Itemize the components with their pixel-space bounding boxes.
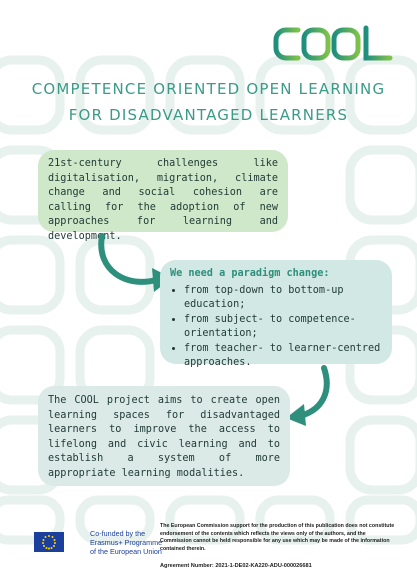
list-item: • from teacher- to learner-centred approaches. — [184, 342, 382, 371]
project-aim-box — [38, 386, 290, 486]
challenges-box — [38, 150, 288, 242]
paradigm-list — [170, 284, 382, 371]
eu-funding-text — [90, 529, 162, 556]
cool-logo — [272, 24, 394, 64]
challenges-text: 21st-century challenges like digitalisation, migration, climate change and social cohesion are calling for the adoption of new approaches for learning and development. — [48, 158, 278, 242]
eu-line-2: Erasmus+ Programme — [90, 538, 163, 547]
disclaimer-text: The European Commission support for the production of this publication does not constitute endorsement of the contents which reflects the views only of the authors, and the Commission cannot be held responsible for any use which may be made of the information contained therein. — [160, 523, 395, 552]
paradigm-box — [160, 260, 392, 368]
list-item: • from top-down to bottom-up education; — [184, 284, 382, 313]
curved-arrow-2-icon — [284, 364, 344, 428]
eu-line-1: Co-funded by the — [90, 529, 146, 538]
eu-line-3: of the European Union — [90, 547, 162, 556]
eu-flag-icon — [34, 532, 64, 552]
title-line-2: FOR DISADVANTAGED LEARNERS — [68, 106, 349, 124]
agreement-number: Agreement Number: 2021-1-DE02-KA220-ADU-000026681 — [160, 563, 312, 569]
project-aim-text: The COOL project aims to create open learning spaces for disadvantaged learners to improve the access to lifelong and civic learning and to establish a system of more appropriate learning modalities. — [48, 395, 280, 479]
paradigm-heading: We need a paradigm change: — [170, 268, 330, 279]
title-line-1: COMPETENCE ORIENTED OPEN LEARNING — [31, 80, 386, 98]
list-item: • from subject- to competence-orientation; — [184, 313, 382, 342]
